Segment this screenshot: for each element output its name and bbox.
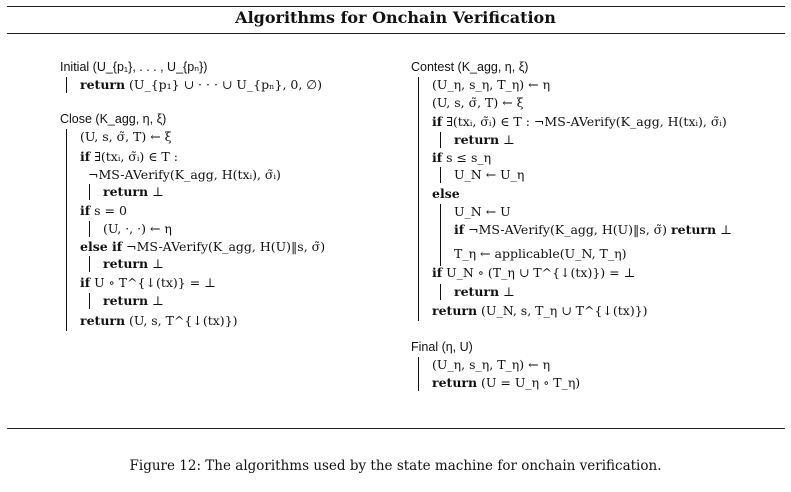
algo-line: if ¬MS-AVerify(K_agg, H(U)‖s, σ̃) return ⊥ [454,222,732,237]
scope-bar [440,204,441,266]
algo-line: if ∃(txᵢ, σ̃ᵢ) ∈ T : [80,149,178,164]
algo-line: return ⊥ [103,184,164,199]
scope-bar [418,357,419,391]
scope-bar [89,184,90,200]
algo-line: T_η ← applicable(U_N, T_η) [454,246,627,261]
scope-bar [89,293,90,309]
algo-line: U_N ← U [454,204,511,219]
algo-line: (U, s, σ̃, T) ← ξ [432,95,524,110]
algo-line: if s ≤ s_η [432,150,492,165]
figure-title: Algorithms for Onchain Verification [235,8,556,27]
algo-line: U_N ← U_η [454,167,525,182]
scope-bar [66,77,67,93]
algo-initial-head: Initial (U_{p₁}, . . . , U_{pₙ}) [60,60,208,74]
scope-bar [440,132,441,148]
algo-line: (U, s, σ̃, T) ← ξ [80,129,172,144]
algo-line: return ⊥ [454,284,515,299]
title-rule [7,33,785,34]
algo-line: return (U = U_η ∘ T_η) [432,375,581,390]
algo-line: if U ∘ T^{↓(tx)} = ⊥ [80,275,216,290]
algo-close-head: Close (K_agg, η, ξ) [60,112,167,126]
algo-line: (U_η, s_η, T_η) ← η [432,357,551,372]
algo-line: return ⊥ [103,293,164,308]
algo-final-head: Final (η, U) [411,340,473,354]
scope-bar [66,129,67,331]
algo-line: if s = 0 [80,203,127,218]
scope-bar [89,256,90,272]
scope-bar [440,284,441,300]
algo-line: if U_N ∘ (T_η ∪ T^{↓(tx)}) = ⊥ [432,265,636,280]
algo-line: else if ¬MS-AVerify(K_agg, H(U)‖s, σ̃) [80,239,326,254]
top-rule [7,6,785,7]
algo-line: return ⊥ [454,132,515,147]
scope-bar [418,77,419,321]
algo-contest-head: Contest (K_agg, η, ξ) [411,60,529,74]
figure-caption: Figure 12: The algorithms used by the state machine for onchain verification. [129,458,662,474]
algo-line: return (U_N, s, T_η ∪ T^{↓(tx)}) [432,303,648,318]
scope-bar [440,167,441,183]
algo-line: return ⊥ [103,256,164,271]
bottom-rule [7,428,785,429]
algo-line: else [432,186,460,201]
algo-line: (U_η, s_η, T_η) ← η [432,77,551,92]
algo-line: (U, ·, ·) ← η [103,221,172,236]
algo-line: return (U_{p₁} ∪ · · · ∪ U_{pₙ}, 0, ∅) [80,77,323,92]
algo-line: ¬MS-AVerify(K_agg, H(txᵢ), σ̃ᵢ) [88,167,281,182]
algo-line: if ∃(txᵢ, σ̃ᵢ) ∈ T : ¬MS-AVerify(K_agg, H(txᵢ), σ̃ᵢ) [432,114,727,129]
algo-line: return (U, s, T^{↓(tx)}) [80,313,238,328]
scope-bar [89,221,90,237]
